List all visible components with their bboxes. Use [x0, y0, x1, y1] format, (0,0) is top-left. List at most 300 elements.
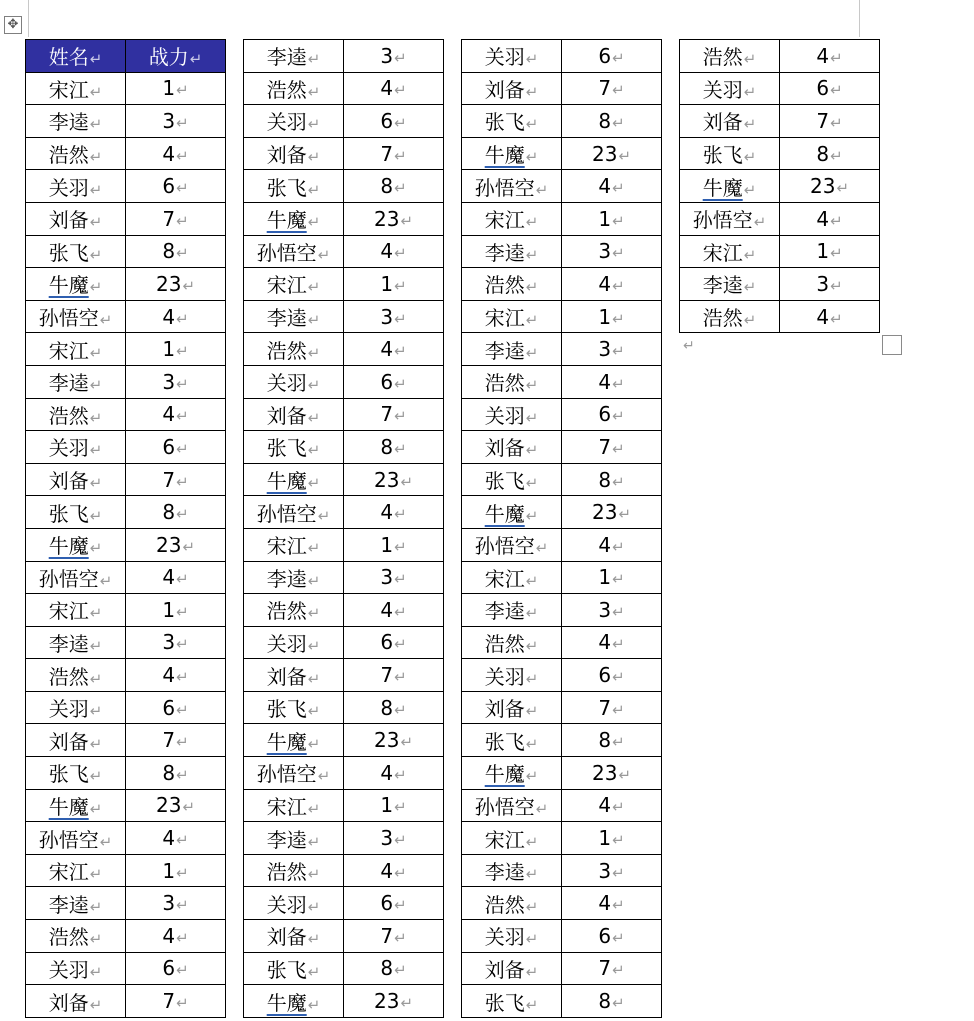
name-cell-text: 牛魔 — [266, 469, 307, 494]
cell-paragraph-mark: ↵ — [89, 180, 103, 199]
cell-paragraph-mark: ↵ — [176, 342, 189, 361]
name-cell-text: 刘备 — [266, 925, 307, 950]
power-cell[interactable] — [562, 854, 662, 887]
name-cell[interactable] — [26, 496, 126, 529]
name-cell[interactable] — [26, 854, 126, 887]
name-cell[interactable] — [244, 202, 344, 235]
power-cell[interactable] — [780, 202, 880, 235]
power-cell[interactable] — [344, 72, 444, 105]
name-cell[interactable] — [462, 170, 562, 203]
cell-paragraph-mark: ↵ — [307, 539, 321, 558]
name-cell[interactable] — [26, 137, 126, 170]
name-cell[interactable] — [462, 952, 562, 985]
cell-paragraph-mark: ↵ — [525, 897, 539, 916]
cell-paragraph-mark: ↵ — [89, 376, 103, 395]
name-cell[interactable] — [244, 496, 344, 529]
power-cell[interactable] — [126, 691, 226, 724]
power-cell[interactable] — [126, 626, 226, 659]
power-cell[interactable] — [344, 659, 444, 692]
power-cell[interactable] — [126, 268, 226, 301]
power-cell[interactable] — [344, 333, 444, 366]
name-cell[interactable] — [462, 724, 562, 757]
table-row — [26, 398, 226, 431]
power-cell[interactable] — [126, 72, 226, 105]
cell-paragraph-mark: ↵ — [612, 994, 625, 1013]
table-row — [26, 333, 226, 366]
name-cell-text: 孙悟空 — [256, 240, 317, 265]
name-cell-text: 关羽 — [484, 45, 525, 70]
power-cell[interactable] — [562, 105, 662, 138]
name-cell-text: 关羽 — [266, 371, 307, 396]
name-cell[interactable] — [462, 463, 562, 496]
name-cell-text: 孙悟空 — [474, 794, 535, 819]
power-cell[interactable] — [562, 822, 662, 855]
power-cell[interactable] — [344, 822, 444, 855]
table-row — [26, 985, 226, 1018]
name-cell[interactable] — [244, 789, 344, 822]
name-cell[interactable] — [462, 40, 562, 73]
power-cell[interactable] — [344, 724, 444, 757]
power-cell[interactable] — [562, 757, 662, 790]
name-cell[interactable] — [680, 137, 780, 170]
power-cell[interactable] — [126, 431, 226, 464]
power-cell[interactable] — [344, 431, 444, 464]
power-cell[interactable] — [126, 854, 226, 887]
table-row — [462, 789, 662, 822]
table-row — [26, 235, 226, 268]
name-cell[interactable] — [244, 333, 344, 366]
name-cell[interactable] — [244, 822, 344, 855]
name-cell[interactable] — [26, 398, 126, 431]
power-cell-text: 8 — [162, 239, 176, 264]
name-cell[interactable] — [462, 887, 562, 920]
cell-paragraph-mark: ↵ — [394, 863, 407, 882]
power-cell-text: 6 — [162, 434, 176, 459]
name-cell[interactable] — [462, 365, 562, 398]
power-cell[interactable] — [126, 789, 226, 822]
power-cell[interactable] — [562, 235, 662, 268]
power-cell[interactable] — [562, 202, 662, 235]
cell-paragraph-mark: ↵ — [89, 82, 103, 101]
name-cell-text: 关羽 — [48, 175, 89, 200]
cell-paragraph-mark: ↵ — [89, 930, 103, 949]
power-cell[interactable] — [344, 496, 444, 529]
power-cell[interactable] — [562, 463, 662, 496]
power-cell[interactable] — [562, 724, 662, 757]
power-cell[interactable] — [562, 659, 662, 692]
name-cell[interactable] — [244, 398, 344, 431]
power-cell[interactable] — [126, 202, 226, 235]
name-cell[interactable] — [244, 105, 344, 138]
name-cell[interactable] — [462, 659, 562, 692]
name-cell[interactable] — [244, 757, 344, 790]
name-cell[interactable] — [462, 398, 562, 431]
power-cell[interactable] — [344, 398, 444, 431]
power-cell[interactable] — [126, 496, 226, 529]
cell-paragraph-mark: ↵ — [612, 537, 625, 556]
cell-paragraph-mark: ↵ — [176, 668, 189, 687]
power-cell[interactable] — [562, 920, 662, 953]
name-cell[interactable] — [26, 431, 126, 464]
power-cell[interactable] — [126, 724, 226, 757]
power-cell[interactable] — [562, 300, 662, 333]
name-cell[interactable] — [244, 431, 344, 464]
power-cell[interactable] — [780, 105, 880, 138]
power-cell-text: 23 — [373, 989, 400, 1014]
name-cell-text: 刘备 — [484, 957, 525, 982]
name-cell[interactable] — [462, 333, 562, 366]
name-cell[interactable] — [26, 528, 126, 561]
name-cell[interactable] — [462, 235, 562, 268]
table-row — [462, 561, 662, 594]
power-cell[interactable] — [562, 985, 662, 1018]
table-row — [26, 691, 226, 724]
name-cell[interactable] — [26, 561, 126, 594]
name-cell[interactable] — [26, 789, 126, 822]
name-cell[interactable] — [462, 691, 562, 724]
power-cell-text: 23 — [591, 500, 618, 525]
name-cell[interactable] — [26, 365, 126, 398]
power-cell-text: 3 — [380, 43, 394, 68]
power-cell[interactable] — [562, 431, 662, 464]
table-row — [244, 528, 444, 561]
cell-paragraph-mark: ↵ — [743, 278, 757, 297]
power-cell[interactable] — [780, 170, 880, 203]
power-cell[interactable] — [126, 561, 226, 594]
cell-paragraph-mark: ↵ — [394, 798, 407, 817]
power-cell[interactable] — [126, 952, 226, 985]
cell-paragraph-mark: ↵ — [307, 734, 321, 753]
power-cell-text: 3 — [380, 565, 394, 590]
name-cell[interactable] — [462, 561, 562, 594]
power-cell-text: 1 — [598, 304, 612, 329]
name-cell[interactable] — [26, 887, 126, 920]
power-cell[interactable] — [344, 626, 444, 659]
power-cell[interactable] — [126, 822, 226, 855]
name-cell-text: 张飞 — [484, 729, 525, 754]
name-cell[interactable] — [26, 724, 126, 757]
table-row — [680, 137, 880, 170]
power-cell[interactable] — [344, 268, 444, 301]
name-cell[interactable] — [244, 72, 344, 105]
name-cell[interactable] — [462, 757, 562, 790]
power-cell[interactable] — [344, 105, 444, 138]
header-name-cell[interactable] — [26, 40, 126, 73]
power-cell[interactable] — [562, 561, 662, 594]
cell-paragraph-mark: ↵ — [89, 50, 103, 69]
power-cell[interactable] — [780, 72, 880, 105]
name-cell[interactable] — [462, 854, 562, 887]
cell-paragraph-mark: ↵ — [525, 865, 539, 884]
name-cell[interactable] — [26, 202, 126, 235]
power-cell[interactable] — [344, 463, 444, 496]
power-cell-text: 7 — [162, 728, 176, 753]
power-cell-text: 7 — [816, 108, 830, 133]
power-cell-text: 4 — [162, 304, 176, 329]
cell-paragraph-mark: ↵ — [830, 113, 843, 132]
power-cell[interactable] — [344, 365, 444, 398]
name-cell[interactable] — [244, 626, 344, 659]
name-cell[interactable] — [244, 594, 344, 627]
power-cell[interactable] — [780, 235, 880, 268]
power-cell[interactable] — [344, 235, 444, 268]
power-cell[interactable] — [344, 757, 444, 790]
name-cell[interactable] — [462, 626, 562, 659]
power-cell[interactable] — [344, 137, 444, 170]
cell-paragraph-mark: ↵ — [525, 408, 539, 427]
name-cell[interactable] — [462, 105, 562, 138]
name-cell[interactable] — [462, 202, 562, 235]
power-cell-text: 4 — [598, 793, 612, 818]
power-cell[interactable] — [126, 887, 226, 920]
power-cell[interactable] — [126, 333, 226, 366]
name-cell[interactable] — [244, 365, 344, 398]
header-power-cell[interactable] — [126, 40, 226, 73]
name-cell[interactable] — [462, 137, 562, 170]
power-cell[interactable] — [562, 72, 662, 105]
name-cell[interactable] — [462, 528, 562, 561]
power-cell[interactable] — [126, 594, 226, 627]
name-cell[interactable] — [244, 137, 344, 170]
power-cell-text: 4 — [380, 597, 394, 622]
cell-paragraph-mark: ↵ — [525, 343, 539, 362]
name-cell[interactable] — [244, 300, 344, 333]
cell-paragraph-mark: ↵ — [394, 831, 407, 850]
power-cell[interactable] — [562, 789, 662, 822]
name-cell-text: 宋江 — [484, 306, 525, 331]
table-row — [462, 952, 662, 985]
name-cell[interactable] — [26, 333, 126, 366]
name-cell[interactable] — [680, 202, 780, 235]
name-cell[interactable] — [244, 463, 344, 496]
name-cell[interactable] — [462, 920, 562, 953]
power-cell[interactable] — [344, 789, 444, 822]
name-cell[interactable] — [680, 72, 780, 105]
table-row — [462, 757, 662, 790]
power-cell[interactable] — [344, 40, 444, 73]
table-row — [244, 757, 444, 790]
name-cell[interactable] — [462, 72, 562, 105]
power-cell[interactable] — [126, 105, 226, 138]
cell-paragraph-mark: ↵ — [394, 439, 407, 458]
power-cell[interactable] — [344, 528, 444, 561]
cell-paragraph-mark: ↵ — [612, 48, 625, 67]
power-cell[interactable] — [344, 887, 444, 920]
cell-paragraph-mark: ↵ — [176, 211, 189, 230]
name-cell[interactable] — [26, 920, 126, 953]
power-cell[interactable] — [562, 691, 662, 724]
cell-paragraph-mark: ↵ — [830, 309, 843, 328]
cell-paragraph-mark: ↵ — [612, 342, 625, 361]
table-row — [26, 496, 226, 529]
cell-paragraph-mark: ↵ — [89, 148, 103, 167]
name-cell[interactable] — [462, 594, 562, 627]
name-cell[interactable] — [26, 594, 126, 627]
name-cell[interactable] — [26, 659, 126, 692]
cell-paragraph-mark: ↵ — [394, 700, 407, 719]
name-cell[interactable] — [244, 659, 344, 692]
cell-paragraph-mark: ↵ — [394, 668, 407, 687]
name-cell-text: 李逵 — [484, 240, 525, 265]
name-cell-text: 李逵 — [48, 631, 89, 656]
power-cell[interactable] — [344, 854, 444, 887]
power-cell[interactable] — [562, 40, 662, 73]
power-cell[interactable] — [780, 40, 880, 73]
name-cell[interactable] — [244, 952, 344, 985]
name-cell[interactable] — [244, 235, 344, 268]
power-cell-text: 4 — [598, 271, 612, 296]
name-cell[interactable] — [680, 235, 780, 268]
name-cell[interactable] — [26, 300, 126, 333]
name-cell[interactable] — [244, 691, 344, 724]
table-row — [26, 626, 226, 659]
table-row — [244, 496, 444, 529]
name-cell[interactable] — [462, 789, 562, 822]
name-cell-text: 关羽 — [702, 77, 743, 102]
cell-paragraph-mark: ↵ — [89, 767, 103, 786]
name-cell-text: 关羽 — [48, 697, 89, 722]
power-cell[interactable] — [562, 594, 662, 627]
paragraph-mark: ↵ — [683, 338, 695, 354]
name-cell[interactable] — [462, 496, 562, 529]
name-cell[interactable] — [26, 691, 126, 724]
power-cell[interactable] — [344, 691, 444, 724]
name-cell[interactable] — [26, 952, 126, 985]
power-cell[interactable] — [780, 300, 880, 333]
power-cell[interactable] — [344, 985, 444, 1018]
name-cell-text: 宋江 — [266, 273, 307, 298]
name-cell[interactable] — [680, 170, 780, 203]
name-cell[interactable] — [244, 854, 344, 887]
power-cell[interactable] — [780, 137, 880, 170]
cell-paragraph-mark: ↵ — [830, 48, 843, 67]
name-cell[interactable] — [26, 626, 126, 659]
name-cell[interactable] — [244, 268, 344, 301]
table-row — [462, 300, 662, 333]
cell-paragraph-mark: ↵ — [176, 896, 189, 915]
name-cell[interactable] — [462, 300, 562, 333]
power-cell-text: 7 — [598, 695, 612, 720]
cell-paragraph-mark: ↵ — [612, 113, 625, 132]
power-cell[interactable] — [562, 952, 662, 985]
cell-paragraph-mark: ↵ — [836, 179, 850, 198]
power-cell[interactable] — [780, 268, 880, 301]
table-row — [26, 202, 226, 235]
name-cell[interactable] — [244, 40, 344, 73]
power-cell[interactable] — [126, 235, 226, 268]
power-cell[interactable] — [344, 594, 444, 627]
name-cell[interactable] — [680, 300, 780, 333]
cell-paragraph-mark: ↵ — [307, 50, 321, 69]
power-cell[interactable] — [126, 920, 226, 953]
table-row — [26, 300, 226, 333]
name-cell[interactable] — [26, 757, 126, 790]
name-cell-text: 刘备 — [48, 208, 89, 233]
power-cell[interactable] — [126, 137, 226, 170]
power-cell[interactable] — [344, 920, 444, 953]
name-cell[interactable] — [462, 431, 562, 464]
power-cell[interactable] — [562, 528, 662, 561]
cell-paragraph-mark: ↵ — [176, 863, 189, 882]
name-cell[interactable] — [26, 235, 126, 268]
name-cell[interactable] — [680, 40, 780, 73]
power-cell[interactable] — [562, 626, 662, 659]
power-cell[interactable] — [126, 463, 226, 496]
table-move-handle-icon[interactable]: ✥ — [4, 16, 22, 34]
cell-paragraph-mark: ↵ — [89, 408, 103, 427]
power-cell[interactable] — [344, 561, 444, 594]
name-cell[interactable] — [680, 105, 780, 138]
name-cell-text: 李逵 — [484, 599, 525, 624]
power-cell[interactable] — [126, 398, 226, 431]
table-row — [244, 431, 444, 464]
power-cell[interactable] — [126, 659, 226, 692]
name-cell[interactable] — [244, 170, 344, 203]
power-cell[interactable] — [344, 202, 444, 235]
power-cell[interactable] — [126, 757, 226, 790]
name-cell[interactable] — [244, 920, 344, 953]
power-cell[interactable] — [126, 528, 226, 561]
power-cell-text: 7 — [598, 956, 612, 981]
cell-paragraph-mark: ↵ — [307, 604, 321, 623]
power-cell[interactable] — [126, 300, 226, 333]
power-cell[interactable] — [344, 300, 444, 333]
power-cell[interactable] — [562, 496, 662, 529]
name-cell[interactable] — [26, 105, 126, 138]
name-cell-text: 孙悟空 — [474, 534, 535, 559]
table-row — [462, 431, 662, 464]
name-cell[interactable] — [26, 822, 126, 855]
name-cell[interactable] — [462, 985, 562, 1018]
name-cell[interactable] — [244, 724, 344, 757]
power-cell[interactable] — [126, 985, 226, 1018]
cell-paragraph-mark: ↵ — [612, 928, 625, 947]
table-row — [680, 170, 880, 203]
power-cell[interactable] — [126, 365, 226, 398]
table-row — [26, 789, 226, 822]
name-cell[interactable] — [244, 887, 344, 920]
name-cell[interactable] — [244, 561, 344, 594]
name-cell[interactable] — [26, 72, 126, 105]
cell-paragraph-mark: ↵ — [394, 635, 407, 654]
power-cell-text: 4 — [380, 858, 394, 883]
name-cell[interactable] — [26, 985, 126, 1018]
power-cell[interactable] — [562, 887, 662, 920]
power-cell[interactable] — [562, 170, 662, 203]
name-cell[interactable] — [26, 463, 126, 496]
power-cell[interactable] — [562, 268, 662, 301]
power-cell[interactable] — [344, 170, 444, 203]
power-cell[interactable] — [562, 398, 662, 431]
name-cell[interactable] — [462, 268, 562, 301]
power-cell[interactable] — [344, 952, 444, 985]
name-cell[interactable] — [26, 268, 126, 301]
power-cell[interactable] — [562, 333, 662, 366]
name-cell[interactable] — [26, 170, 126, 203]
power-cell-text: 23 — [155, 793, 182, 818]
power-cell[interactable] — [562, 137, 662, 170]
power-cell[interactable] — [126, 170, 226, 203]
name-cell[interactable] — [680, 268, 780, 301]
name-cell[interactable] — [462, 822, 562, 855]
power-cell[interactable] — [562, 365, 662, 398]
name-cell[interactable] — [244, 985, 344, 1018]
table-row — [462, 496, 662, 529]
name-cell-text: 孙悟空 — [38, 566, 99, 591]
table-resize-handle-icon[interactable] — [882, 335, 902, 355]
name-cell[interactable] — [244, 528, 344, 561]
power-cell-text: 6 — [162, 956, 176, 981]
